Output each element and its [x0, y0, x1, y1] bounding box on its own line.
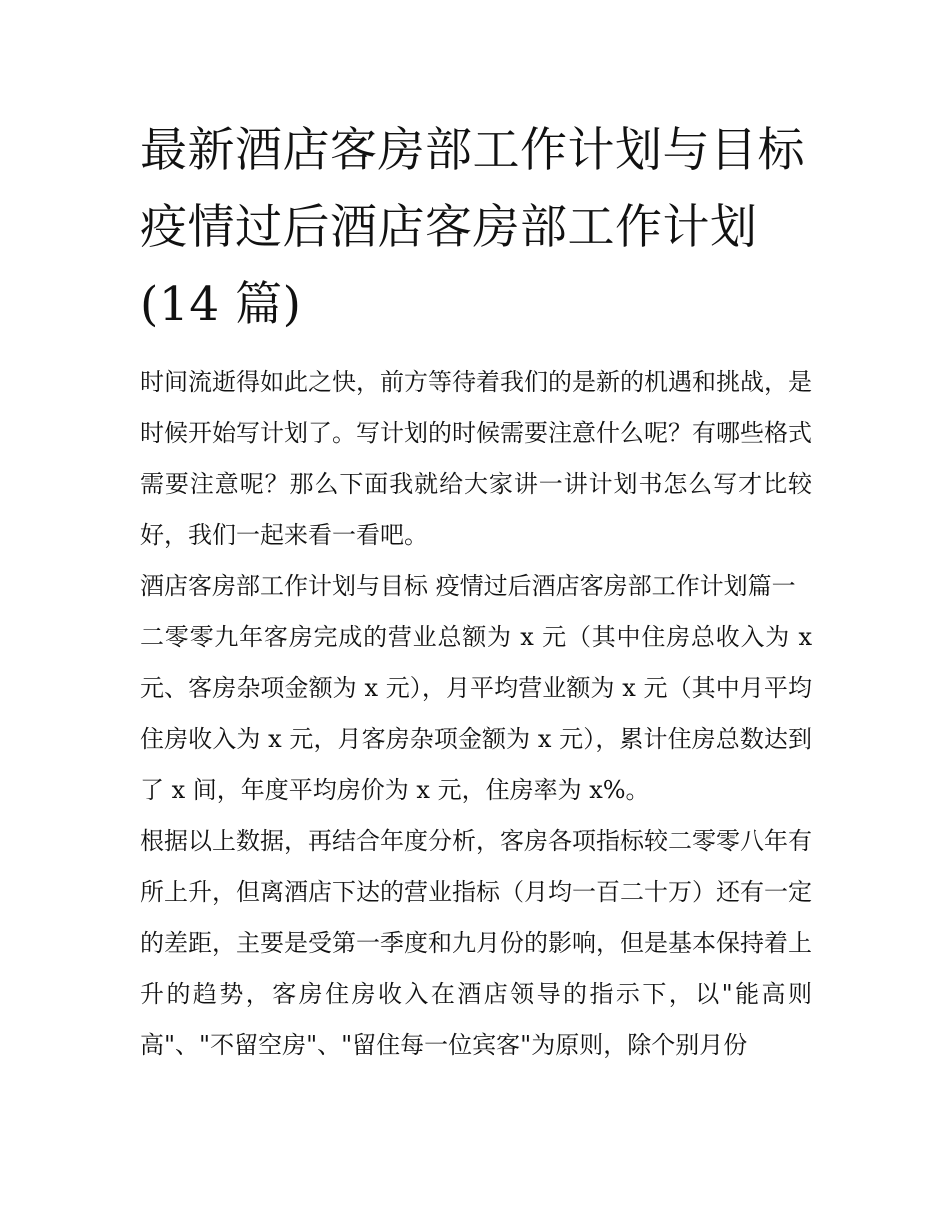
section-heading: 酒店客房部工作计划与目标 疫情过后酒店客房部工作计划篇一 — [140, 572, 796, 600]
document-title: 最新酒店客房部工作计划与目标 疫情过后酒店客房部工作计划(14 篇) — [140, 123, 805, 332]
revenue-paragraph: 二零零九年客房完成的营业总额为 x 元（其中住房总收入为 x 元、客房杂项金额为 x 元），月平均营业额为 x 元（其中月平均住房收入为 x 元，月客房杂项金额为 x 元），累计住房总数达到了 x 间，年度平均房价为 x 元，住房率为 x%。 — [140, 623, 812, 804]
intro-paragraph: 时间流逝得如此之快，前方等待着我们的是新的机遇和挑战，是时候开始写计划了。写计划的时候需要注意什么呢？有哪些格式需要注意呢？那么下面我就给大家讲一讲计划书怎么写才比较好，我们一起来看一看吧。 — [140, 368, 812, 549]
document-page — [140, 112, 812, 1071]
analysis-paragraph: 根据以上数据，再结合年度分析，客房各项指标较二零零八年有所上升，但离酒店下达的营业指标（月均一百二十万）还有一定的差距，主要是受第一季度和九月份的影响，但是基本保持着上升的趋势，客房住房收入在酒店领导的指示下，以"能高则高"、"不留空房"、"留住每一位宾客"为原则，除个别月份 — [140, 827, 812, 1059]
